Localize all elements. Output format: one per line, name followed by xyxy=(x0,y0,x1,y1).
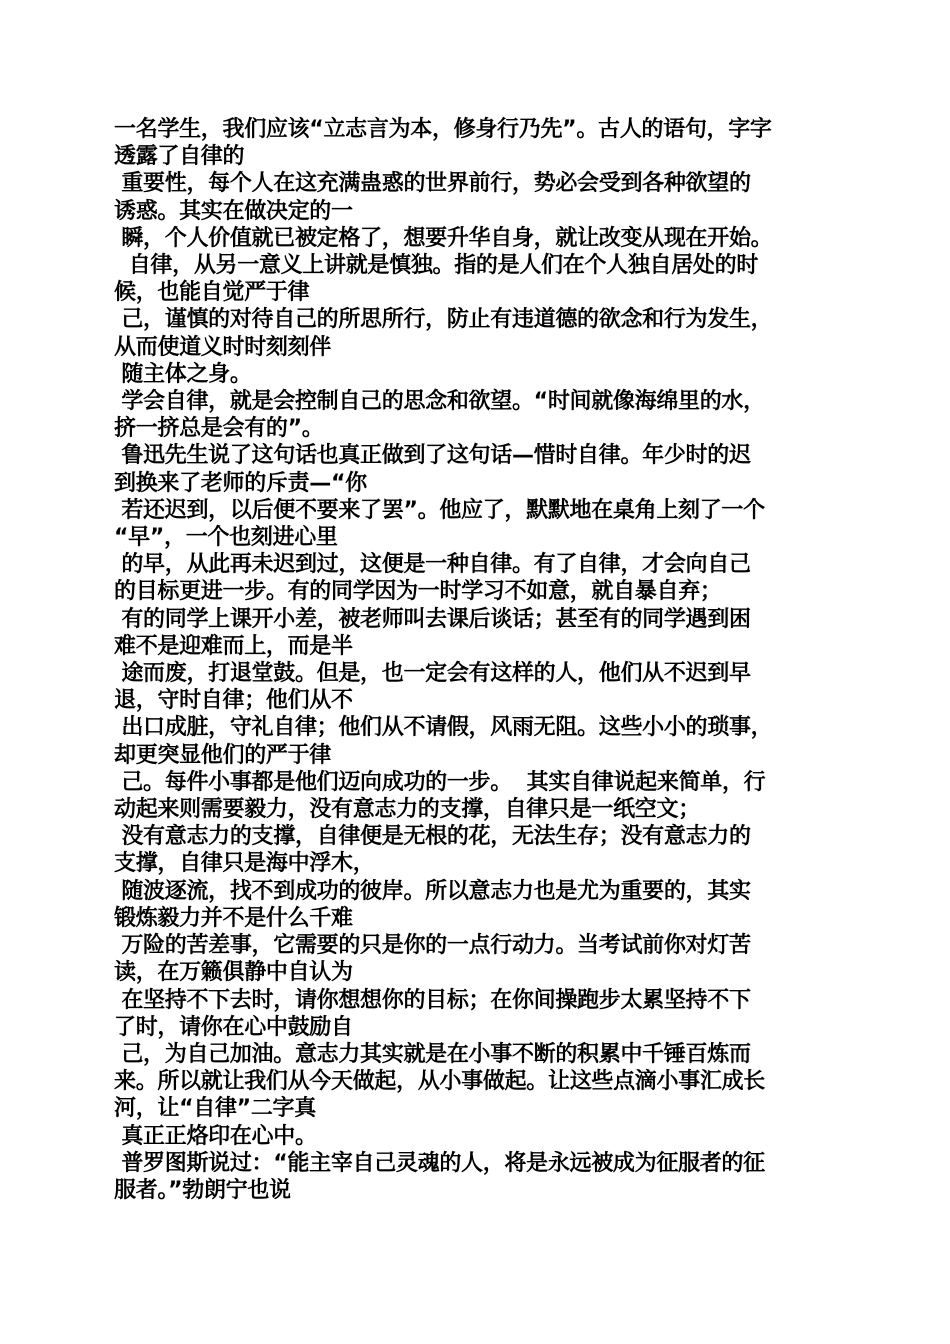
text-line: 到换来了老师的斥责—“你 xyxy=(114,470,367,496)
text-line: 学会自律，就是会控制自己的思念和欲望。“时间就像海绵里的水， xyxy=(114,389,765,415)
text-line: 随波逐流，找不到成功的彼岸。所以意志力也是尤为重要的，其实 xyxy=(114,878,751,904)
text-line: 退，守时自律；他们从不 xyxy=(114,688,353,714)
text-line: 出口成脏，守礼自律；他们从不请假，风雨无阻。这些小小的琐事， xyxy=(114,715,773,741)
text-line: 透露了自律的 xyxy=(114,144,245,170)
text-line: 支撑，自律只是海中浮木， xyxy=(114,851,375,877)
text-line: 随主体之身。 xyxy=(114,361,252,387)
text-line: 难不是迎难而上，而是半 xyxy=(114,633,353,659)
text-line: 读，在万籁俱静中自认为 xyxy=(114,960,353,986)
text-line: 却更突显他们的严于律 xyxy=(114,742,332,768)
text-line: 挤一挤总是会有的”。 xyxy=(114,416,324,442)
text-line: 河，让“自律”二字真 xyxy=(114,1096,316,1122)
text-line: 真正正烙印在心中。 xyxy=(114,1123,317,1149)
text-line: 己，谨慎的对待自己的所思所行，防止有违道德的欲念和行为发生， xyxy=(114,307,773,333)
text-line: 己。每件小事都是他们迈向成功的一步。 其实自律说起来简单，行 xyxy=(114,769,766,795)
text-line: 有的同学上课开小差，被老师叫去课后谈话；甚至有的同学遇到困 xyxy=(114,606,751,632)
text-line: 己，为自己加油。意志力其实就是在小事不断的积累中千锤百炼而 xyxy=(114,1041,751,1067)
text-line: 了时，请你在心中鼓励自 xyxy=(114,1014,353,1040)
essay-body xyxy=(114,116,838,1204)
text-line: 动起来则需要毅力，没有意志力的支撑，自律只是一纸空文； xyxy=(114,797,700,823)
text-line: 途而废，打退堂鼓。但是，也一定会有这样的人，他们从不迟到早 xyxy=(114,661,751,687)
text-line: 来。所以就让我们从今天做起，从小事做起。让这些点滴小事汇成长 xyxy=(114,1069,766,1095)
text-line: 瞬，个人价值就已被定格了，想要升华自身，就让改变从现在开始。 xyxy=(114,225,773,251)
text-line: 的早，从此再未迟到过，这便是一种自律。有了自律，才会向自己 xyxy=(114,552,751,578)
text-line: 的目标更进一步。有的同学因为一时学习不如意，就自暴自弃； xyxy=(114,579,722,605)
text-line: 自律，从另一意义上讲就是慎独。指的是人们在个人独自居处的时 xyxy=(114,253,759,279)
text-line: 万险的苦差事，它需要的只是你的一点行动力。当考试前你对灯苦 xyxy=(114,933,751,959)
text-line: 锻炼毅力并不是什么千难 xyxy=(114,905,353,931)
text-line: 服者。”勃朗宁也说 xyxy=(114,1177,291,1203)
text-line: 若还迟到，以后便不要来了罢”。他应了，默默地在桌角上刻了一个 xyxy=(114,497,765,523)
text-line: 普罗图斯说过：“能主宰自己灵魂的人，将是永远被成为征服者的征 xyxy=(114,1150,765,1176)
text-line: 重要性，每个人在这充满蛊惑的世界前行，势必会受到各种欲望的 xyxy=(114,171,751,197)
text-line: “早”，一个也刻进心里 xyxy=(114,525,338,551)
text-line: 从而使道义时时刻刻伴 xyxy=(114,334,332,360)
text-line: 一名学生，我们应该“立志言为本，修身行乃先”。古人的语句，字字 xyxy=(114,117,772,142)
text-line: 在坚持不下去时，请你想想你的目标；在你间操跑步太累坚持不下 xyxy=(114,987,751,1013)
text-line: 诱惑。其实在做决定的一 xyxy=(114,198,353,224)
text-line: 候，也能自觉严于律 xyxy=(114,280,310,306)
text-line: 没有意志力的支撑，自律便是无根的花，无法生存；没有意志力的 xyxy=(114,824,751,850)
text-line: 鲁迅先生说了这句话也真正做到了这句话—惜时自律。年少时的迟 xyxy=(114,443,751,469)
